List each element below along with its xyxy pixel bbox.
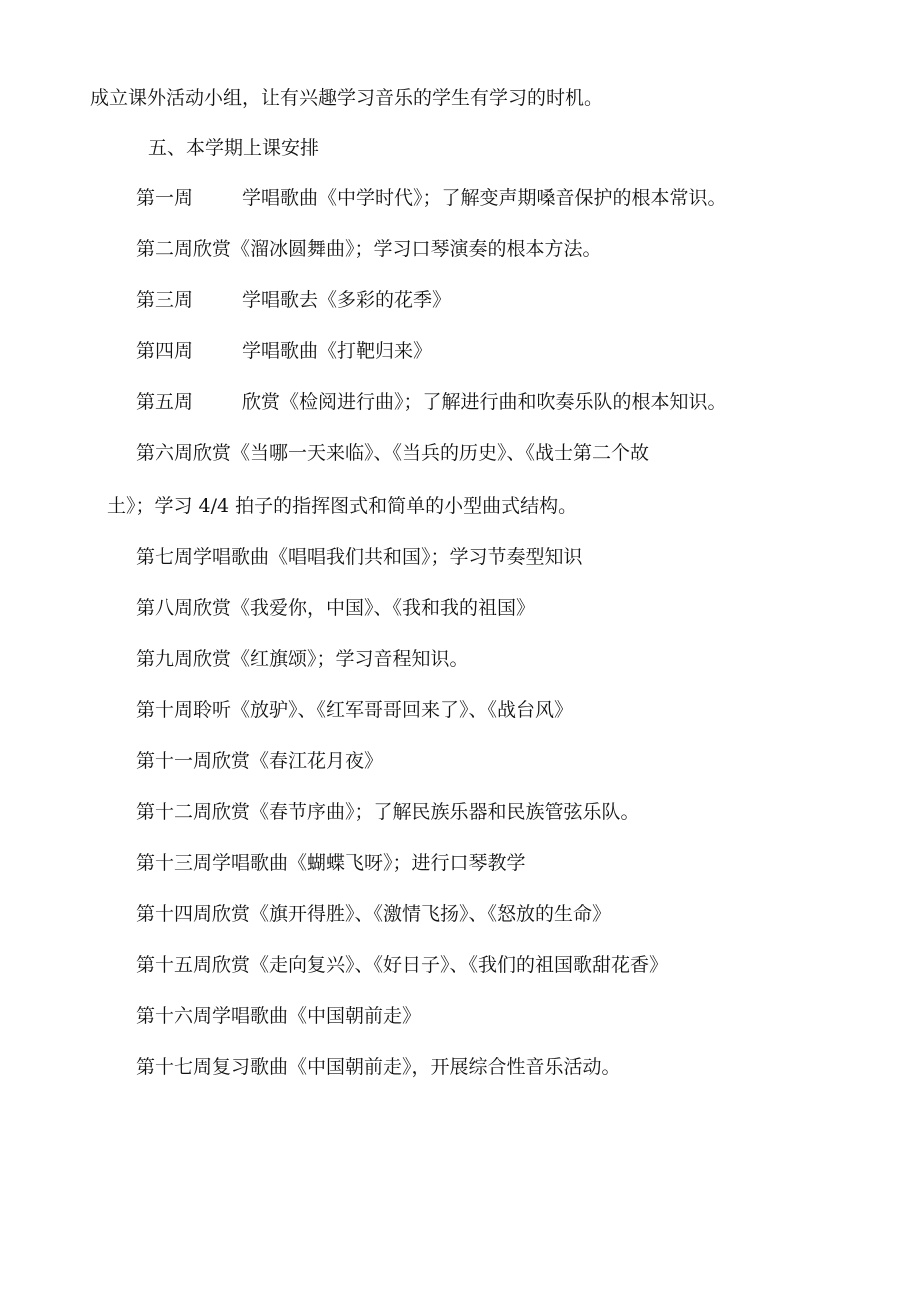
week-label: 第五周: [136, 391, 194, 413]
week-content: 欣赏《走向复兴》、《好日子》、《我们的祖国歌甜花香》: [212, 954, 669, 976]
week-label: 第四周: [136, 340, 194, 362]
schedule-row-week-7: [136, 545, 583, 569]
week-label: 第三周: [136, 289, 194, 311]
week-content: 欣赏《当哪一天来临》、《当兵的历史》、《战士第二个故: [193, 442, 650, 464]
week-label: 第十周: [136, 699, 194, 721]
schedule-row-week-2: [136, 237, 602, 261]
week-content: 复习歌曲《中国朝前走》，开展综合性音乐活动。: [212, 1056, 621, 1078]
week-label: 第十五周: [136, 954, 213, 976]
schedule-row-week-8: [136, 596, 535, 620]
schedule-row-week-10: [136, 698, 573, 722]
week-label: 第六周: [136, 442, 194, 464]
week-label: 第九周: [136, 648, 194, 670]
week-content: 欣赏《溜冰圆舞曲》；学习口琴演奏的根本方法。: [193, 238, 602, 260]
week-label: 第十七周: [136, 1056, 213, 1078]
week-content: 欣赏《检阅进行曲》；了解进行曲和吹奏乐队的根本知识。: [242, 391, 727, 413]
intro-paragraph: 成立课外活动小组，让有兴趣学习音乐的学生有学习的时机。: [90, 87, 604, 109]
week-content: 聆听《放驴》、《红军哥哥回来了》、《战台风》: [193, 699, 574, 721]
schedule-row-week-11: [136, 749, 383, 773]
schedule-row-week-13: [136, 851, 526, 875]
week-content: 学唱歌曲《中国朝前走》: [212, 1005, 422, 1027]
week-label: 第十六周: [136, 1005, 213, 1027]
schedule-row-week-14: [136, 902, 611, 926]
schedule-row-week-17: [136, 1055, 621, 1079]
week-label: 第十一周: [136, 750, 213, 772]
schedule-row-week-9: [136, 647, 469, 671]
week-label: 第十二周: [136, 801, 213, 823]
week-content: 学唱歌曲《蝴蝶飞呀》；进行口琴教学: [212, 852, 526, 874]
schedule-row-week-6-continuation: 土》；学习 4/4 拍子的指挥图式和简单的小型曲式结构。: [107, 495, 578, 517]
week-content: 欣赏《旗开得胜》、《激情飞扬》、《怒放的生命》: [212, 903, 612, 925]
week-content: 学唱歌去《多彩的花季》: [242, 289, 452, 311]
week-content: 学唱歌曲《打靶归来》: [242, 340, 433, 362]
week-content: 学唱歌曲《唱唱我们共和国》；学习节奏型知识: [193, 546, 583, 568]
week-label: 第十三周: [136, 852, 213, 874]
week-label: 第一周: [136, 187, 194, 209]
week-content: 欣赏《红旗颂》；学习音程知识。: [193, 648, 469, 670]
week-label: 第七周: [136, 546, 194, 568]
week-label: 第十四周: [136, 903, 213, 925]
schedule-row-week-16: [136, 1004, 421, 1028]
schedule-row-week-15: [136, 953, 668, 977]
week-label: 第八周: [136, 597, 194, 619]
week-content: 学唱歌曲《中学时代》；了解变声期嗓音保护的根本常识。: [242, 187, 727, 209]
schedule-row-week-1: [136, 186, 727, 210]
week-content: 欣赏《春江花月夜》: [212, 750, 384, 772]
schedule-row-week-5: [136, 390, 727, 414]
week-label: 第二周: [136, 238, 194, 260]
schedule-row-week-6: [136, 441, 649, 465]
week-content: 欣赏《我爱你，中国》、《我和我的祖国》: [193, 597, 536, 619]
section-heading: 五、本学期上课安排: [148, 137, 320, 159]
week-content: 欣赏《春节序曲》；了解民族乐器和民族管弦乐队。: [212, 801, 640, 823]
schedule-row-week-4: [136, 339, 432, 363]
schedule-row-week-12: [136, 800, 640, 824]
schedule-row-week-3: [136, 288, 451, 312]
